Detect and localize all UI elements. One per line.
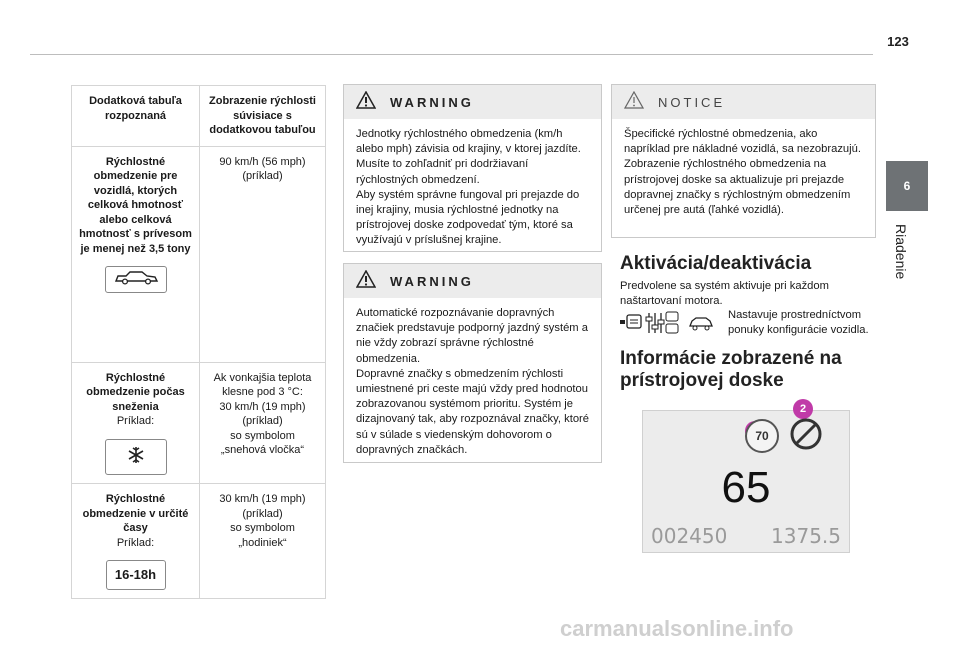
table-cell [72,146,200,362]
trip-meter: 1375.5 [771,524,841,548]
notice-box [611,84,876,238]
warning-triangle-icon [356,91,376,114]
config-text: Nastavuje prostredníctvom ponuky konfigurácie vozidla. [728,309,869,336]
page-number: 123 [887,34,909,49]
warning-box [343,84,602,252]
table-row [72,362,326,484]
notice-title: NOTICE [658,94,726,110]
notice-header [612,85,875,119]
no-sign-icon [789,417,823,451]
notice-text: Zobrazenie rýchlostného obmedzenia na prístrojovej doske sa aktualizuje pri prejazde dopravnej značky s rýchlostným obmedzením určenej pre autá (ľahké vozidlá). [624,158,851,217]
config-menu-icons [620,311,720,335]
table-cell [72,362,200,484]
current-speed: 65 [721,463,771,512]
info-heading-line: Informácie zobrazené na [620,348,842,369]
time-sign-icon: 16-18h [106,560,166,590]
warning-text: Dopravné značky s obmedzením rýchlosti umiestnené pri ceste majú vždy pred hodnotou zobrazovanou systémom prioritu. Systém je dizajnovaný tak, aby rozpoznával značky, ktoré sú v súlade s viedenským dohovorom o dopravných značkách. [356,367,589,456]
warning-triangle-icon [356,270,376,293]
table-header-cell: Dodatková tabuľa rozpoznaná [72,86,200,147]
table-cell [72,484,200,599]
warning-text: Automatické rozpoznávanie dopravných značiek predstavuje podporný jazdný systém a nie vždy zobrazí správne rýchlostné obmedzenia. [356,307,588,365]
odometer: 002450 [651,524,728,548]
notice-triangle-icon [624,91,644,114]
table-row [72,484,326,599]
notice-text: Špecifické rýchlostné obmedzenia, ako napríklad pre nákladné vozidlá, sa nezobrazujú. [624,128,861,156]
warning-text: Aby systém správne fungoval pri prejazde do inej krajiny, musia rýchlostné jednotky na prístrojovej doske zodpovedať tým, ktoré sa využívajú v príslušnej krajine. [356,188,580,247]
condition-text: Rýchlostné obmedzenie pre vozidlá, ktorých celková hmotnosť alebo celková hmotnosť s prívesom je menej než 3,5 tony [79,155,192,255]
example-label: Príklad: [116,536,155,549]
table-cell: Ak vonkajšia teplota klesne pod 3 °C: 30 km/h (19 mph) (príklad) so symbolom „snehová vločka“ [200,362,326,484]
chapter-tab[interactable]: 6 [886,161,928,211]
activation-heading: Aktivácia/deaktivácia [620,253,812,274]
table-row [72,146,326,362]
warning-title: WARNING [390,273,474,289]
chapter-label: Riadenie [893,224,909,280]
speed-limit-sign: 70 [745,419,779,453]
info-heading [620,348,842,392]
car-icon [105,266,167,293]
example-label: Príklad: [116,415,155,427]
notice-body [612,119,875,226]
table-cell: 30 km/h (19 mph) (príklad) so symbolom „hodiniek“ [200,484,326,599]
callout-marker-2: 2 [793,399,813,419]
warning-text: Jednotky rýchlostného obmedzenia (km/h alebo mph) závisia od krajiny, v ktorej jazdíte. Musíte to zohľadniť pri dodržiavaní rýchlostných obmedzení. [356,128,581,186]
warning-title: WARNING [390,94,474,110]
additional-sign-table [71,85,326,599]
table-cell: 90 km/h (56 mph) (príklad) [200,146,326,362]
warning-header [344,264,601,298]
instrument-panel-illustration [642,403,850,553]
snowflake-icon [105,439,167,476]
info-heading-line: prístrojovej doske [620,370,784,391]
table-header-cell: Zobrazenie rýchlosti súvisiace s dodatkovou tabuľou [200,86,326,147]
warning-header [344,85,601,119]
warning-body [344,298,601,466]
table-header-row [72,86,326,147]
condition-text: Rýchlostné obmedzenie v určité časy [82,493,189,534]
condition-text: Rýchlostné obmedzenie počas sneženia [86,371,185,413]
top-rule [30,54,873,55]
warning-box [343,263,602,463]
activation-text: Predvolene sa systém aktivuje pri každom naštartovaní motora. [620,280,829,307]
warning-body [344,119,601,257]
watermark: carmanualsonline.info [560,616,794,641]
